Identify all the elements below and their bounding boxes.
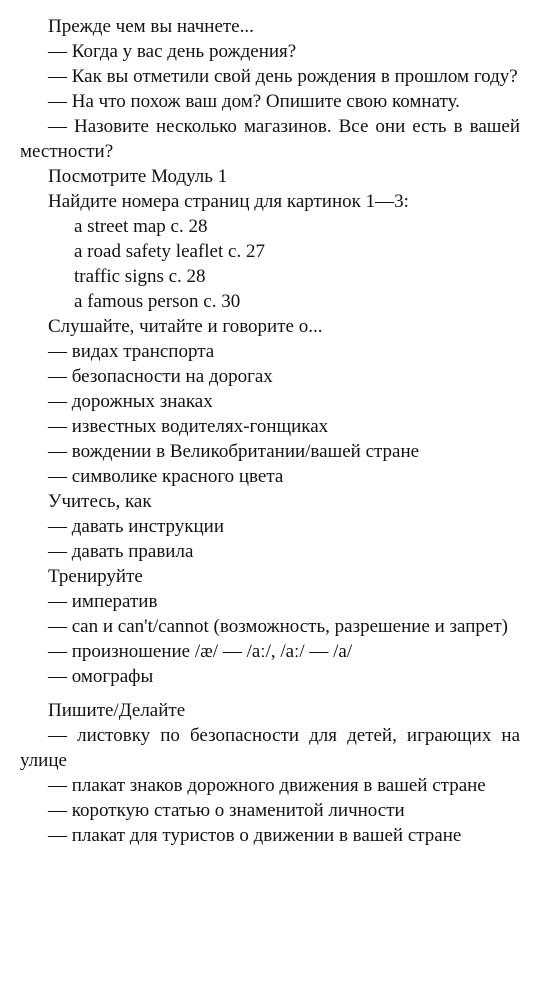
intro-heading: Прежде чем вы начнете... [48, 16, 254, 37]
intro-question: — Назовите несколько магазинов. Все они есть в вашей местности? [20, 116, 520, 162]
listen-item: — безопасности на дорогах [48, 366, 273, 387]
look-section [20, 164, 520, 314]
write-item: — плакат для туристов о движении в вашей стране [48, 825, 462, 846]
look-subheading: Найдите номера страниц для картинок 1—3: [48, 191, 409, 212]
practise-section [20, 564, 520, 689]
write-section [20, 698, 520, 848]
look-heading: Посмотрите Модуль 1 [48, 166, 228, 187]
look-item: a famous person с. 30 [74, 291, 241, 312]
learn-item: — давать правила [48, 541, 194, 562]
learn-item: — давать инструкции [48, 516, 225, 537]
listen-item: — символике красного цвета [48, 466, 284, 487]
write-item: — листовку по безопасности для детей, играющих на улице [20, 725, 520, 771]
learn-section [20, 489, 520, 564]
intro-section [20, 14, 520, 164]
listen-item: — видах транспорта [48, 341, 215, 362]
intro-question: — На что похож ваш дом? Опишите свою комнату. [48, 91, 460, 112]
listen-section [20, 314, 520, 489]
practise-item: — омографы [48, 666, 154, 687]
look-item: a road safety leaflet с. 27 [74, 241, 265, 262]
learn-heading: Учитесь, как [48, 491, 152, 512]
intro-question: — Когда у вас день рождения? [48, 41, 297, 62]
write-item: — короткую статью о знаменитой личности [48, 800, 405, 821]
listen-item: — дорожных знаках [48, 391, 213, 412]
practise-item: — произношение /æ/ — /aː/, /aː/ — /a/ [48, 641, 353, 662]
practise-item: — императив [48, 591, 158, 612]
listen-heading: Слушайте, читайте и говорите о... [48, 316, 323, 337]
practise-item: — can и can't/cannot (возможность, разрешение и запрет) [48, 616, 508, 637]
listen-item: — вождении в Великобритании/вашей стране [48, 441, 420, 462]
write-item: — плакат знаков дорожного движения в вашей стране [48, 775, 486, 796]
write-heading: Пишите/Делайте [48, 700, 186, 721]
look-item: traffic signs с. 28 [74, 266, 206, 287]
listen-item: — известных водителях-гонщиках [48, 416, 329, 437]
intro-question: — Как вы отметили свой день рождения в прошлом году? [48, 66, 518, 87]
look-item: a street map с. 28 [74, 216, 208, 237]
practise-heading: Тренируйте [48, 566, 143, 587]
